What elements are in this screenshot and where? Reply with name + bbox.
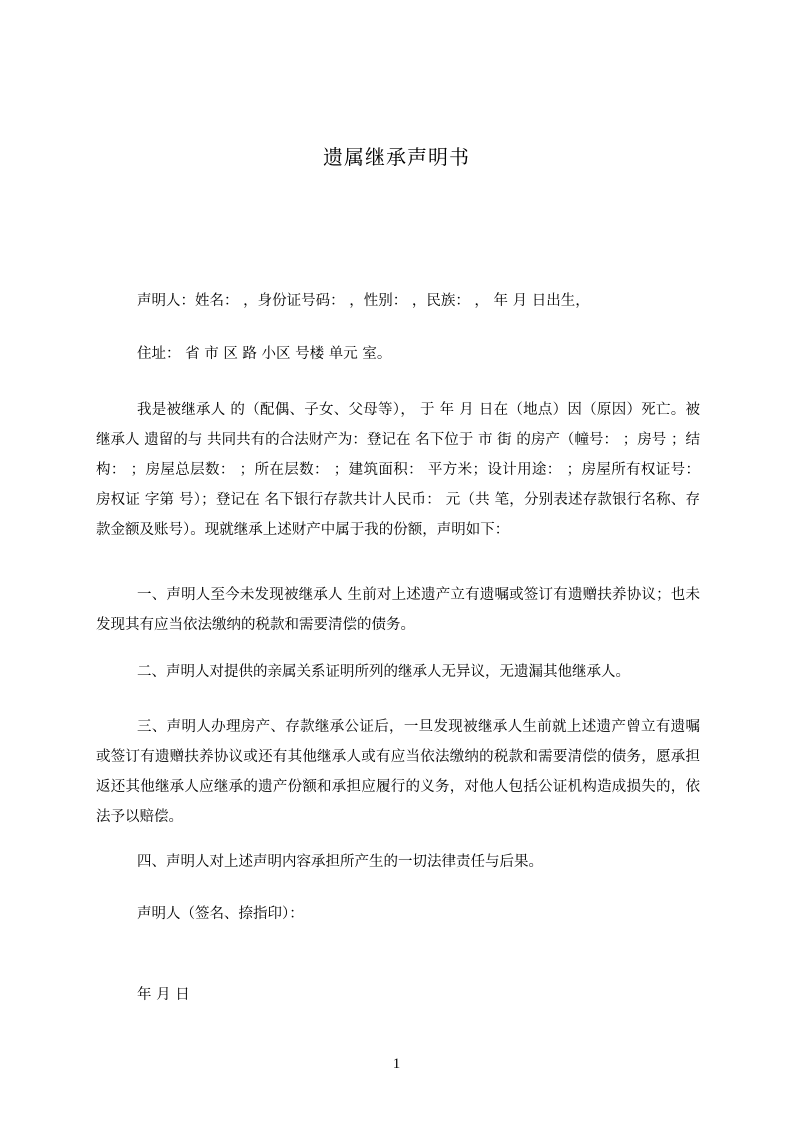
statement-three-paragraph: 三、声明人办理房产、存款继承公证后，一旦发现被继承人生前就上述遗产曾立有遗嘱或签订有遗赠扶养协议或还有其他继承人或有应当依法缴纳的税款和需要清偿的债务，愿承担返还其他继承人应继承的遗产份额和承担应履行的义务，对他人包括公证机构造成损失的，依法予以赔偿。 — [96, 719, 700, 825]
statement-two-paragraph: 二、声明人对提供的亲属关系证明所列的继承人无异议，无遗漏其他继承人。 — [137, 664, 630, 680]
declarant-information-paragraph: 声明人：姓名： ，身份证号码： ，性别： ，民族： ， 年 月 日出生， — [137, 293, 590, 309]
address-paragraph: 住址： 省 市 区 路 小区 号楼 单元 室。 — [137, 346, 392, 362]
inheritance-background-paragraph: 我是被继承人 的（配偶、子女、父母等）， 于 年 月 日在（地点）因（原因）死亡。被继承人 遗留的与 共同共有的合法财产为：登记在 名下位于 市 街 的房产（幢号： ；房号 ；结构： ；房屋总层数： ；所在层数： ；建筑面积： 平方米；设计用途： ；房屋所有权证号： 房权证 字第 号）；登记在 名下银行存款共计人民币： 元（共 笔，分别表述存款银行名称、存款金额及账号）。现就继承上述财产中属于我的份额，声明如下： — [96, 402, 700, 538]
statement-one-paragraph: 一、声明人至今未发现被继承人 生前对上述遗产立有遗嘱或签订有遗赠扶养协议；也未发现其有应当依法缴纳的税款和需要清偿的债务。 — [96, 587, 700, 633]
document-title: 遗属继承声明书 — [323, 145, 470, 169]
date-line: 年 月 日 — [137, 987, 190, 1003]
signature-label: 声明人（签名、捺指印）： — [137, 906, 304, 922]
page-number: 1 — [392, 1056, 401, 1072]
statement-four-paragraph: 四、声明人对上述声明内容承担所产生的一切法律责任与后果。 — [137, 854, 543, 870]
